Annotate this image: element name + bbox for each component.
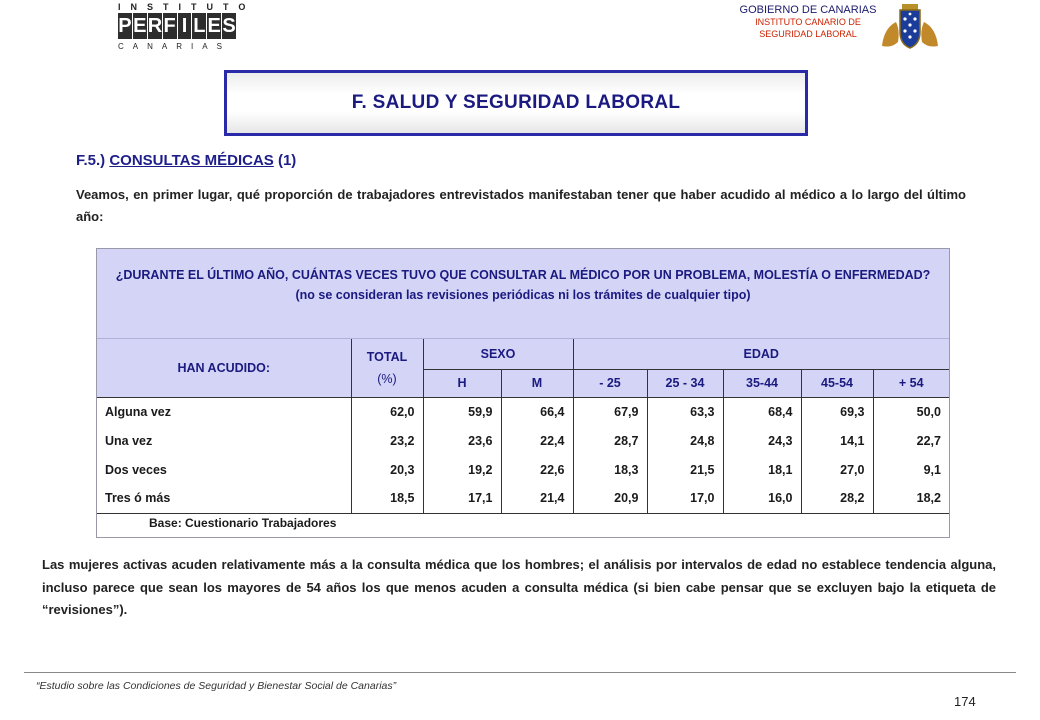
row-label: Tres ó más	[105, 491, 171, 506]
header-age-25-34: 25 - 34	[647, 369, 723, 397]
cell-age-45-54: 69,3	[801, 397, 873, 426]
cell-age-35-44: 16,0	[723, 484, 801, 513]
data-table	[97, 339, 949, 533]
cell-age-35-44: 18,1	[723, 455, 801, 484]
logo-letter: R	[147, 15, 163, 37]
cell-age-over-54: 50,0	[873, 397, 949, 426]
cell-total: 18,5	[351, 484, 423, 513]
logo-letter: P	[118, 15, 132, 37]
instituto-perfiles-logo	[118, 2, 256, 54]
cell-m: 21,4	[501, 484, 573, 513]
cell-h: 59,9	[423, 397, 501, 426]
logo-letters	[118, 13, 236, 39]
header-age-35-44: 35-44	[723, 369, 801, 397]
logo-letter: L	[193, 15, 206, 37]
analysis-paragraph: Las mujeres activas acuden relativamente más a la consulta médica que los hombres; el análisis por intervalos de edad no establece tendencia alguna, incluso parece que sean los mayores de 54 años los que menos acuden a consulta médica (si bien cabe pensar que se excluyen bajo la etiqueta de “revisiones”).	[42, 557, 996, 617]
gov-line-3: SEGURIDAD LABORAL	[759, 29, 857, 39]
intro-paragraph: Veamos, en primer lugar, qué proporción de trabajadores entrevistados manifestaban tener que haber acudido al médico a lo largo del último año:	[76, 187, 966, 224]
cell-age-under-25: 67,9	[573, 397, 647, 426]
cell-age-35-44: 24,3	[723, 426, 801, 455]
table-row	[97, 455, 949, 484]
cell-total: 23,2	[351, 426, 423, 455]
cell-age-45-54: 28,2	[801, 484, 873, 513]
cell-age-45-54: 14,1	[801, 426, 873, 455]
gov-line-2: INSTITUTO CANARIO DE	[755, 17, 861, 27]
header-m: M	[501, 369, 573, 397]
cell-age-over-54: 18,2	[873, 484, 949, 513]
table-base-row	[97, 513, 949, 533]
title-box	[224, 70, 808, 136]
cell-age-35-44: 68,4	[723, 397, 801, 426]
row-label: Alguna vez	[105, 404, 171, 419]
header-sexo: SEXO	[423, 339, 573, 369]
table-row	[97, 426, 949, 455]
section-heading	[76, 152, 296, 169]
coat-of-arms-icon	[878, 2, 942, 54]
header-age-under-25: - 25	[573, 369, 647, 397]
results-table	[96, 248, 950, 538]
cell-age-45-54: 27,0	[801, 455, 873, 484]
cell-age-25-34: 24,8	[647, 426, 723, 455]
cell-age-over-54: 9,1	[873, 455, 949, 484]
page-number: 174	[954, 694, 976, 709]
header-age-over-54: + 54	[873, 369, 949, 397]
footer-divider	[24, 672, 1016, 673]
cell-h: 19,2	[423, 455, 501, 484]
page-title: F. SALUD Y SEGURIDAD LABORAL	[351, 92, 681, 113]
table-question-box	[97, 249, 949, 339]
logo-letter: E	[207, 15, 221, 37]
table-base-note: Base: Cuestionario Trabajadores	[97, 513, 949, 533]
cell-total: 20,3	[351, 455, 423, 484]
footer-text: “Estudio sobre las Condiciones de Seguridad y Bienestar Social de Canarias”	[36, 680, 397, 692]
logo-letter: S	[222, 15, 236, 37]
logo-letter: E	[133, 15, 147, 37]
header-total	[351, 339, 423, 397]
table-question: ¿DURANTE EL ÚLTIMO AÑO, CUÁNTAS VECES TUVO QUE CONSULTAR AL MÉDICO POR UN PROBLEMA, MOLESTÍA O ENFERMEDAD?	[115, 268, 931, 282]
cell-age-over-54: 22,7	[873, 426, 949, 455]
cell-age-25-34: 21,5	[647, 455, 723, 484]
cell-m: 22,4	[501, 426, 573, 455]
logo-top-text: INSTITUTO	[118, 2, 256, 12]
header-total-pct: (%)	[377, 371, 397, 386]
logo-letter: I	[178, 13, 192, 39]
header-total-label: TOTAL	[366, 349, 408, 364]
cell-age-25-34: 17,0	[647, 484, 723, 513]
table-body	[97, 397, 949, 533]
section-name: CONSULTAS MÉDICAS	[109, 152, 274, 169]
cell-m: 22,6	[501, 455, 573, 484]
cell-h: 23,6	[423, 426, 501, 455]
section-prefix: F.5.)	[76, 152, 110, 169]
cell-age-under-25: 18,3	[573, 455, 647, 484]
row-label: Una vez	[105, 433, 153, 448]
header-edad: EDAD	[573, 339, 949, 369]
row-label: Dos veces	[105, 462, 167, 477]
section-suffix: (1)	[273, 152, 297, 169]
table-note: (no se consideran las revisiones periódicas ni los trámites de cualquier tipo)	[295, 288, 751, 302]
table-row	[97, 397, 949, 426]
cell-age-25-34: 63,3	[647, 397, 723, 426]
cell-total: 62,0	[351, 397, 423, 426]
cell-age-under-25: 20,9	[573, 484, 647, 513]
gov-line-1: GOBIERNO DE CANARIAS	[739, 4, 877, 16]
logo-bottom-text: CANARIAS	[118, 42, 231, 51]
logo-letter: F	[163, 15, 176, 37]
cell-m: 66,4	[501, 397, 573, 426]
header-h: H	[423, 369, 501, 397]
table-row	[97, 484, 949, 513]
government-header	[728, 4, 888, 40]
header-age-45-54: 45-54	[801, 369, 873, 397]
header-han-acudido: HAN ACUDIDO:	[97, 339, 351, 397]
cell-age-under-25: 28,7	[573, 426, 647, 455]
cell-h: 17,1	[423, 484, 501, 513]
